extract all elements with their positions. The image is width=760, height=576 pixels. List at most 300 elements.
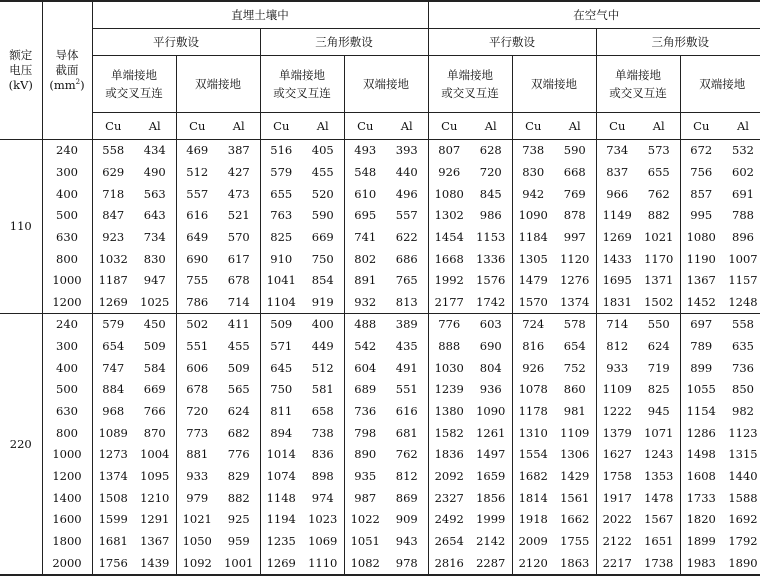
ampacity-cell: 786 [176, 292, 218, 314]
ampacity-cell: 1353 [644, 468, 674, 483]
ampacity-cell: 765 [395, 273, 418, 288]
group-soil-header: 直埋土壤中 [92, 1, 428, 29]
ampacity-cell: 1109 [560, 425, 590, 440]
ampacity-cell: 488 [344, 314, 386, 336]
ampacity-cell: 655 [260, 183, 302, 205]
ampacity-cell: 1170 [644, 251, 674, 266]
ampacity-cell: 1429 [560, 468, 590, 483]
ampacity-cell: 966 [596, 183, 638, 205]
table-row [0, 227, 760, 249]
ampacity-cell: 579 [92, 314, 134, 336]
ampacity-cell: 825 [647, 382, 670, 397]
ampacity-cell: 1090 [476, 404, 506, 419]
ampacity-cell: 502 [176, 314, 218, 336]
ampacity-cell: 563 [143, 186, 166, 201]
ampacity-cell: 943 [395, 533, 418, 548]
ampacity-cell: 923 [92, 227, 134, 249]
ampacity-cell: 2287 [470, 552, 512, 575]
ampacity-cell: 1051 [344, 531, 386, 553]
ampacity-cell: 738 [512, 140, 554, 162]
ampacity-cell: 558 [722, 314, 760, 336]
ampacity-cell: 682 [227, 425, 250, 440]
ampacity-cell: 762 [647, 186, 670, 201]
grounding-single-header: 单端接地 或交叉互连 [92, 56, 176, 113]
ampacity-cell: 776 [428, 314, 470, 336]
ampacity-cell: 658 [311, 404, 334, 419]
ampacity-cell: 2142 [476, 533, 506, 548]
ampacity-cell: 986 [479, 208, 502, 223]
ampacity-cell: 1433 [596, 248, 638, 270]
ampacity-cell: 616 [176, 205, 218, 227]
ampacity-cell: 1082 [344, 552, 386, 575]
ampacity-cell: 695 [344, 205, 386, 227]
ampacity-cell: 811 [260, 401, 302, 423]
ampacity-cell: 788 [732, 208, 754, 223]
table-row [0, 248, 760, 270]
ampacity-cell: 1123 [728, 425, 758, 440]
ampacity-cell: 1025 [140, 294, 170, 309]
ampacity-cell: 649 [176, 227, 218, 249]
ampacity-cell: 496 [395, 186, 418, 201]
ampacity-cell: 1306 [560, 447, 590, 462]
ampacity-cell: 756 [680, 162, 722, 184]
air-parallel-header: 平行敷设 [428, 29, 596, 56]
soil-triangle-header: 三角形敷设 [260, 29, 428, 56]
al-column-header: Al [302, 113, 344, 140]
ampacity-cell: 491 [395, 360, 418, 375]
ampacity-cell: 836 [311, 447, 334, 462]
ampacity-cell: 1261 [476, 425, 506, 440]
cu-column-header: Cu [428, 113, 470, 140]
ampacity-cell: 860 [563, 382, 586, 397]
ampacity-cell: 816 [512, 336, 554, 358]
ampacity-cell: 1627 [596, 444, 638, 466]
ampacity-cell: 1078 [512, 379, 554, 401]
ampacity-cell: 473 [227, 186, 250, 201]
section-cell: 630 [42, 401, 92, 423]
ampacity-cell: 720 [479, 164, 502, 179]
cu-column-header: Cu [92, 113, 134, 140]
ampacity-cell: 1305 [512, 248, 554, 270]
ampacity-cell: 857 [680, 183, 722, 205]
section-header: 导体 截面 $(mm^2)$ [42, 1, 92, 140]
ampacity-cell: 603 [470, 314, 512, 336]
ampacity-cell: 1498 [680, 444, 722, 466]
ampacity-cell: 557 [176, 183, 218, 205]
ampacity-cell: 509 [143, 339, 166, 354]
ampacity-cell: 1235 [260, 531, 302, 553]
ampacity-cell: 1755 [560, 533, 590, 548]
table-row [0, 183, 760, 205]
cu-column-header: Cu [260, 113, 302, 140]
ampacity-cell: 1681 [92, 531, 134, 553]
ampacity-cell: 622 [395, 229, 418, 244]
ampacity-cell: 1856 [476, 490, 506, 505]
cu-column-header: Cu [176, 113, 218, 140]
ampacity-cell: 1336 [476, 251, 506, 266]
ampacity-cell: 697 [680, 314, 722, 336]
table-row [0, 401, 760, 423]
al-column-header: Al [554, 113, 596, 140]
ampacity-cell: 1756 [92, 552, 134, 575]
ampacity-cell: 1041 [260, 270, 302, 292]
table-row [0, 379, 760, 401]
grounding-single-header: 单端接地 或交叉互连 [428, 56, 512, 113]
ampacity-cell: 995 [680, 205, 722, 227]
ampacity-cell: 689 [344, 379, 386, 401]
ampacity-cell: 1092 [176, 552, 218, 575]
ampacity-cell: 909 [395, 512, 418, 527]
ampacity-cell: 550 [638, 314, 680, 336]
ampacity-cell: 933 [596, 357, 638, 379]
ampacity-cell: 440 [395, 164, 418, 179]
voltage-header: 额定 电压 (kV) [0, 1, 42, 140]
ampacity-cell: 718 [92, 183, 134, 205]
section-cell: 630 [42, 227, 92, 249]
ampacity-cell: 762 [395, 447, 418, 462]
table-row [0, 509, 760, 531]
grounding-double-header: 双端接地 [344, 56, 428, 113]
ampacity-cell: 978 [386, 552, 428, 575]
ampacity-cell: 1992 [428, 270, 470, 292]
ampacity-cell: 1248 [728, 294, 758, 309]
ampacity-cell: 1154 [680, 401, 722, 423]
ampacity-cell: 655 [647, 164, 670, 179]
ampacity-cell: 804 [479, 360, 502, 375]
table-row [0, 444, 760, 466]
ampacity-cell: 1222 [596, 401, 638, 423]
ampacity-cell: 449 [311, 339, 334, 354]
ampacity-cell: 1651 [644, 533, 674, 548]
ampacity-cell: 493 [344, 140, 386, 162]
ampacity-cell: 590 [563, 143, 586, 158]
ampacity-cell: 854 [311, 273, 334, 288]
ampacity-cell: 1662 [560, 512, 590, 527]
ampacity-cell: 578 [554, 314, 596, 336]
table-row [0, 205, 760, 227]
ampacity-cell: 1269 [260, 552, 302, 575]
ampacity-cell: 845 [479, 186, 502, 201]
ampacity-cell: 1269 [92, 292, 134, 314]
ampacity-cell: 1570 [512, 292, 554, 314]
ampacity-cell: 738 [311, 425, 334, 440]
ampacity-cell: 850 [732, 382, 754, 397]
table-row [0, 336, 760, 358]
table-row [0, 292, 760, 314]
ampacity-cell: 1588 [728, 490, 758, 505]
ampacity-cell: 427 [227, 164, 250, 179]
ampacity-cell: 624 [227, 404, 250, 419]
ampacity-cell: 1814 [512, 487, 554, 509]
ampacity-cell: 1021 [644, 229, 674, 244]
ampacity-cell: 1668 [428, 248, 470, 270]
ampacity-cell: 891 [344, 270, 386, 292]
ampacity-cell: 1095 [140, 468, 170, 483]
ampacity-cell: 690 [479, 339, 502, 354]
ampacity-cell: 1792 [728, 533, 758, 548]
ampacity-cell: 798 [344, 422, 386, 444]
section-cell: 1400 [42, 487, 92, 509]
ampacity-cell: 1310 [512, 422, 554, 444]
ampacity-cell: 1080 [428, 183, 470, 205]
ampacity-cell: 548 [344, 162, 386, 184]
ampacity-cell: 890 [344, 444, 386, 466]
ampacity-cell: 1742 [476, 294, 506, 309]
ampacity-cell: 1269 [596, 227, 638, 249]
ampacity-cell: 581 [311, 382, 334, 397]
ampacity-cell: 411 [218, 314, 260, 336]
ampacity-cell: 750 [311, 251, 334, 266]
ampacity-cell: 882 [647, 208, 670, 223]
ampacity-cell: 789 [680, 336, 722, 358]
ampacity-cell: 750 [260, 379, 302, 401]
ampacity-cell: 691 [732, 186, 754, 201]
ampacity-cell: 884 [92, 379, 134, 401]
cu-column-header: Cu [512, 113, 554, 140]
ampacity-cell: 1030 [428, 357, 470, 379]
ampacity-cell: 490 [143, 164, 166, 179]
ampacity-cell: 532 [732, 143, 754, 158]
ampacity-cell: 565 [227, 382, 250, 397]
ampacity-cell: 881 [176, 444, 218, 466]
ampacity-cell: 1071 [644, 425, 674, 440]
ampacity-cell: 847 [92, 205, 134, 227]
ampacity-cell: 1273 [92, 444, 134, 466]
ampacity-cell: 2120 [512, 552, 554, 575]
ampacity-cell: 1302 [428, 205, 470, 227]
ampacity-cell: 1479 [512, 270, 554, 292]
ampacity-cell: 888 [428, 336, 470, 358]
ampacity-cell: 590 [311, 208, 334, 223]
ampacity-cell: 1554 [512, 444, 554, 466]
ampacity-cell: 1999 [476, 512, 506, 527]
ampacity-cell: 1021 [176, 509, 218, 531]
ampacity-cell: 926 [512, 357, 554, 379]
ampacity-cell: 1738 [638, 552, 680, 575]
ampacity-cell: 1239 [428, 379, 470, 401]
ampacity-cell: 678 [227, 273, 250, 288]
ampacity-cell: 1367 [140, 533, 170, 548]
ampacity-cell: 935 [344, 466, 386, 488]
ampacity-cell: 1567 [644, 512, 674, 527]
al-column-header: Al [134, 113, 176, 140]
ampacity-cell: 1120 [560, 251, 590, 266]
ampacity-cell: 1478 [644, 490, 674, 505]
table-row [0, 487, 760, 509]
grounding-double-header: 双端接地 [512, 56, 596, 113]
grounding-double-header: 双端接地 [680, 56, 760, 113]
ampacity-cell: 1110 [302, 552, 344, 575]
ampacity-cell: 1080 [680, 227, 722, 249]
ampacity-cell: 1820 [680, 509, 722, 531]
voltage-cell: 110 [0, 140, 42, 314]
ampacity-cell: 747 [92, 357, 134, 379]
ampacity-cell: 1599 [92, 509, 134, 531]
ampacity-cell: 405 [311, 143, 334, 158]
ampacity-cell: 919 [311, 294, 334, 309]
ampacity-cell: 974 [311, 490, 334, 505]
ampacity-cell: 551 [176, 336, 218, 358]
ampacity-cell: 1659 [476, 468, 506, 483]
ampacity-cell: 551 [395, 382, 418, 397]
ampacity-cell: 997 [563, 229, 586, 244]
ampacity-cell: 2009 [512, 531, 554, 553]
section-cell: 1600 [42, 509, 92, 531]
ampacity-cell: 469 [176, 140, 218, 162]
ampacity-cell: 1692 [728, 512, 758, 527]
ampacity-cell: 1014 [260, 444, 302, 466]
ampacity-cell: 1149 [596, 205, 638, 227]
ampacity-cell: 435 [395, 339, 418, 354]
ampacity-cell: 755 [176, 270, 218, 292]
ampacity-cell: 455 [311, 164, 334, 179]
ampacity-cell: 1380 [428, 401, 470, 423]
ampacity-cell: 2654 [428, 531, 470, 553]
ampacity-cell: 602 [732, 164, 754, 179]
ampacity-cell: 734 [143, 229, 166, 244]
section-cell: 240 [42, 140, 92, 162]
ampacity-cell: 450 [134, 314, 176, 336]
ampacity-cell: 389 [386, 314, 428, 336]
ampacity-cell: 668 [563, 164, 586, 179]
ampacity-cell: 628 [479, 143, 502, 158]
section-cell: 300 [42, 162, 92, 184]
ampacity-cell: 521 [227, 208, 250, 223]
al-column-header: Al [722, 113, 760, 140]
ampacity-cell: 681 [395, 425, 418, 440]
cu-column-header: Cu [596, 113, 638, 140]
ampacity-cell: 1187 [92, 270, 134, 292]
ampacity-cell: 812 [395, 468, 418, 483]
ampacity-cell: 942 [512, 183, 554, 205]
ampacity-cell: 987 [344, 487, 386, 509]
ampacity-cell: 1109 [596, 379, 638, 401]
ampacity-cell: 1497 [476, 447, 506, 462]
table-row [0, 140, 760, 162]
group-air-header: 在空气中 [428, 1, 760, 29]
ampacity-cell: 968 [92, 401, 134, 423]
cu-column-header: Cu [680, 113, 722, 140]
ampacity-cell: 669 [143, 382, 166, 397]
ampacity-cell: 1291 [140, 512, 170, 527]
ampacity-cell: 2022 [596, 509, 638, 531]
ampacity-cell: 1184 [512, 227, 554, 249]
ampacity-cell: 1831 [596, 292, 638, 314]
ampacity-cell: 741 [344, 227, 386, 249]
table-row [0, 314, 760, 336]
ampacity-cell: 1190 [680, 248, 722, 270]
ampacity-cell: 910 [260, 248, 302, 270]
ampacity-cell: 773 [176, 422, 218, 444]
ampacity-cell: 1890 [722, 552, 760, 575]
ampacity-cell: 610 [344, 183, 386, 205]
ampacity-cell: 557 [395, 208, 418, 223]
ampacity-cell: 2122 [596, 531, 638, 553]
ampacity-cell: 1286 [680, 422, 722, 444]
ampacity-cell: 1157 [728, 273, 758, 288]
table-row [0, 270, 760, 292]
ampacity-cell: 830 [143, 251, 166, 266]
ampacity-cell: 604 [344, 357, 386, 379]
ampacity-cell: 2177 [428, 292, 470, 314]
section-cell: 300 [42, 336, 92, 358]
ampacity-cell: 925 [227, 512, 250, 527]
ampacity-cell: 570 [227, 229, 250, 244]
section-cell: 1000 [42, 444, 92, 466]
ampacity-cell: 1440 [728, 468, 758, 483]
ampacity-cell: 516 [260, 140, 302, 162]
ampacity-cell: 894 [260, 422, 302, 444]
ampacity-cell: 387 [227, 143, 250, 158]
ampacity-cell: 898 [311, 468, 334, 483]
ampacity-cell: 869 [395, 490, 418, 505]
ampacity-cell: 573 [647, 143, 670, 158]
ampacity-cell: 1104 [260, 292, 302, 314]
ampacity-cell: 882 [227, 490, 250, 505]
ampacity-cell: 1454 [428, 227, 470, 249]
ampacity-cell: 1374 [92, 466, 134, 488]
ampacity-cell: 813 [395, 294, 418, 309]
ampacity-cell: 1452 [680, 292, 722, 314]
ampacity-cell: 606 [176, 357, 218, 379]
section-cell: 2000 [42, 552, 92, 575]
ampacity-cell: 1899 [680, 531, 722, 553]
section-cell: 800 [42, 422, 92, 444]
ampacity-cell: 1576 [476, 273, 506, 288]
ampacity-cell: 584 [143, 360, 166, 375]
ampacity-cell: 1608 [680, 466, 722, 488]
ampacity-cell: 734 [596, 140, 638, 162]
ampacity-cell: 512 [311, 360, 334, 375]
ampacity-cell: 1733 [680, 487, 722, 509]
ampacity-cell: 933 [176, 466, 218, 488]
ampacity-cell: 982 [732, 404, 754, 419]
ampacity-cell: 936 [479, 382, 502, 397]
ampacity-cell: 1001 [218, 552, 260, 575]
section-cell: 1200 [42, 466, 92, 488]
ampacity-cell: 932 [344, 292, 386, 314]
ampacity-cell: 2816 [428, 552, 470, 575]
ampacity-cell: 1007 [728, 251, 758, 266]
ampacity-cell: 830 [512, 162, 554, 184]
ampacity-cell: 763 [260, 205, 302, 227]
ampacity-cell: 1243 [644, 447, 674, 462]
ampacity-cell: 714 [227, 294, 250, 309]
ampacity-cell: 1090 [512, 205, 554, 227]
ampacity-cell: 1918 [512, 509, 554, 531]
ampacity-cell: 776 [227, 447, 250, 462]
ampacity-cell: 672 [680, 140, 722, 162]
ampacity-cell: 520 [311, 186, 334, 201]
ampacity-cell: 1983 [680, 552, 722, 575]
grounding-single-header: 单端接地 或交叉互连 [260, 56, 344, 113]
grounding-single-header: 单端接地 或交叉互连 [596, 56, 680, 113]
ampacity-cell: 624 [647, 339, 670, 354]
ampacity-cell: 654 [92, 336, 134, 358]
ampacity-cell: 812 [596, 336, 638, 358]
ampacity-cell: 629 [92, 162, 134, 184]
ampacity-cell: 1069 [308, 533, 338, 548]
ampacity-cell: 714 [596, 314, 638, 336]
ampacity-cell: 1682 [512, 466, 554, 488]
ampacity-cell: 720 [176, 401, 218, 423]
ampacity-cell: 736 [344, 401, 386, 423]
section-cell: 500 [42, 205, 92, 227]
ampacity-cell: 1374 [560, 294, 590, 309]
ampacity-cell: 617 [227, 251, 250, 266]
ampacity-cell: 719 [647, 360, 670, 375]
section-cell: 800 [42, 248, 92, 270]
